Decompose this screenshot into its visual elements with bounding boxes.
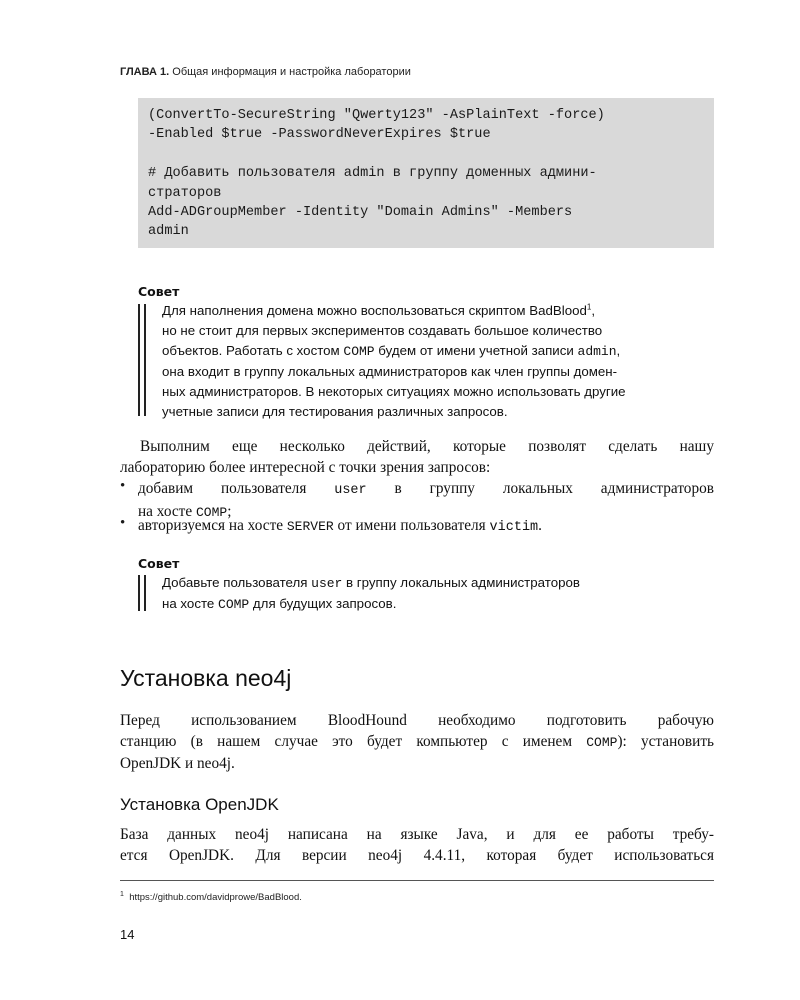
inline-code: COMP <box>195 505 228 520</box>
tip-text: она входит в группу локальных администраторов как член группы домен- <box>162 364 618 379</box>
tip-text: учетные записи для тестирования различных запросов. <box>162 404 508 419</box>
code-line: # Добавить пользователя admin в группу доменных админи- <box>148 166 597 182</box>
paragraph-line: Выполним еще несколько действий, которые позволят сделать нашу <box>140 438 714 455</box>
footnote-ref: 1 <box>586 302 592 312</box>
inline-code: COMP <box>218 597 250 612</box>
inline-code: COMP <box>586 735 618 750</box>
page-number: 14 <box>120 927 135 942</box>
subsection-heading: Установка OpenJDK <box>120 795 279 814</box>
paragraph-line: Перед использованием BloodHound необходимо подготовить рабочую <box>120 712 714 729</box>
paragraph-line: База данных neo4j написана на языке Java, и для ее работы требу- <box>120 826 714 843</box>
paragraph-text: ): установить <box>617 733 714 750</box>
code-block <box>138 98 714 248</box>
tip-text: на хосте <box>162 596 219 611</box>
tip-title: Совет <box>138 556 180 571</box>
footnote <box>120 892 302 903</box>
footnote-mark: 1 <box>120 890 124 898</box>
footnote-link[interactable]: https://github.com/davidprowe/BadBlood. <box>129 892 302 903</box>
inline-code: user <box>334 483 367 498</box>
tip-title: Совет <box>138 284 180 299</box>
bullet-text: добавим пользователя <box>138 480 335 497</box>
paragraph <box>120 824 714 866</box>
tip-text: ных администраторов. В некоторых ситуациях можно использовать другие <box>162 384 626 399</box>
paragraph-line: ется OpenJDK. Для версии neo4j 4.4.11, которая будет использоваться <box>120 847 714 864</box>
running-header <box>120 66 411 78</box>
tip-text: , <box>616 343 621 358</box>
code-line: Add-ADGroupMember -Identity "Domain Admins" -Members <box>148 205 573 221</box>
tip-text: но не стоит для первых экспериментов создавать большое количество <box>162 323 603 338</box>
inline-code: admin <box>577 344 617 359</box>
tip-bar-outer <box>138 304 140 416</box>
code-line: (ConvertTo-SecureString "Qwerty123" -AsPlainText -force) <box>148 108 605 123</box>
code-line <box>148 145 714 164</box>
bullet-icon: • <box>120 478 126 494</box>
inline-code: SERVER <box>286 519 334 534</box>
tip-text: будем от имени учетной записи <box>374 343 578 358</box>
chapter-title: Общая информация и настройка лаборатории <box>172 66 411 78</box>
inline-code: victim <box>489 520 539 535</box>
chapter-label: ГЛАВА 1. <box>120 66 170 78</box>
tip-bar-inner <box>144 575 146 611</box>
tip-text: Для наполнения домена можно воспользоваться скриптом BadBlood <box>162 303 587 318</box>
bullet-text: в группу локальных администраторов <box>366 480 714 497</box>
tip-text: в группу локальных администраторов <box>342 575 580 590</box>
paragraph <box>120 710 714 774</box>
tip-text: для будущих запросов. <box>249 596 397 611</box>
tip-bar-outer <box>138 575 140 611</box>
bullet-item <box>138 515 542 538</box>
code-line: страторов <box>148 185 222 201</box>
tip-bar-inner <box>144 304 146 416</box>
bullet-text: от имени пользователя <box>333 517 490 534</box>
footnote-divider <box>120 880 714 881</box>
paragraph-line: лабораторию более интересной с точки зрения запросов: <box>120 459 491 476</box>
bullet-text: авторизуемся на хосте <box>138 517 287 534</box>
tip-body <box>162 573 580 615</box>
inline-code: COMP <box>343 344 375 359</box>
code-line: -Enabled $true -PasswordNeverExpires $true <box>148 127 491 143</box>
tip-text: объектов. Работать с хостом <box>162 343 344 358</box>
inline-code: user <box>311 576 343 591</box>
bullet-text: . <box>538 517 542 534</box>
paragraph-line: OpenJDK и neo4j. <box>120 755 235 772</box>
paragraph <box>120 436 714 478</box>
bullet-icon: • <box>120 515 126 531</box>
tip-text: Добавьте пользователя <box>162 575 312 590</box>
paragraph-text: станцию (в нашем случае это будет компьютер с именем <box>120 733 587 750</box>
bullet-text: ; <box>227 503 232 520</box>
tip-text: , <box>591 303 596 318</box>
bullet-text: на хосте <box>138 503 196 520</box>
code-line: admin <box>148 224 189 240</box>
section-heading: Установка neo4j <box>120 665 292 691</box>
tip-body <box>162 301 626 422</box>
